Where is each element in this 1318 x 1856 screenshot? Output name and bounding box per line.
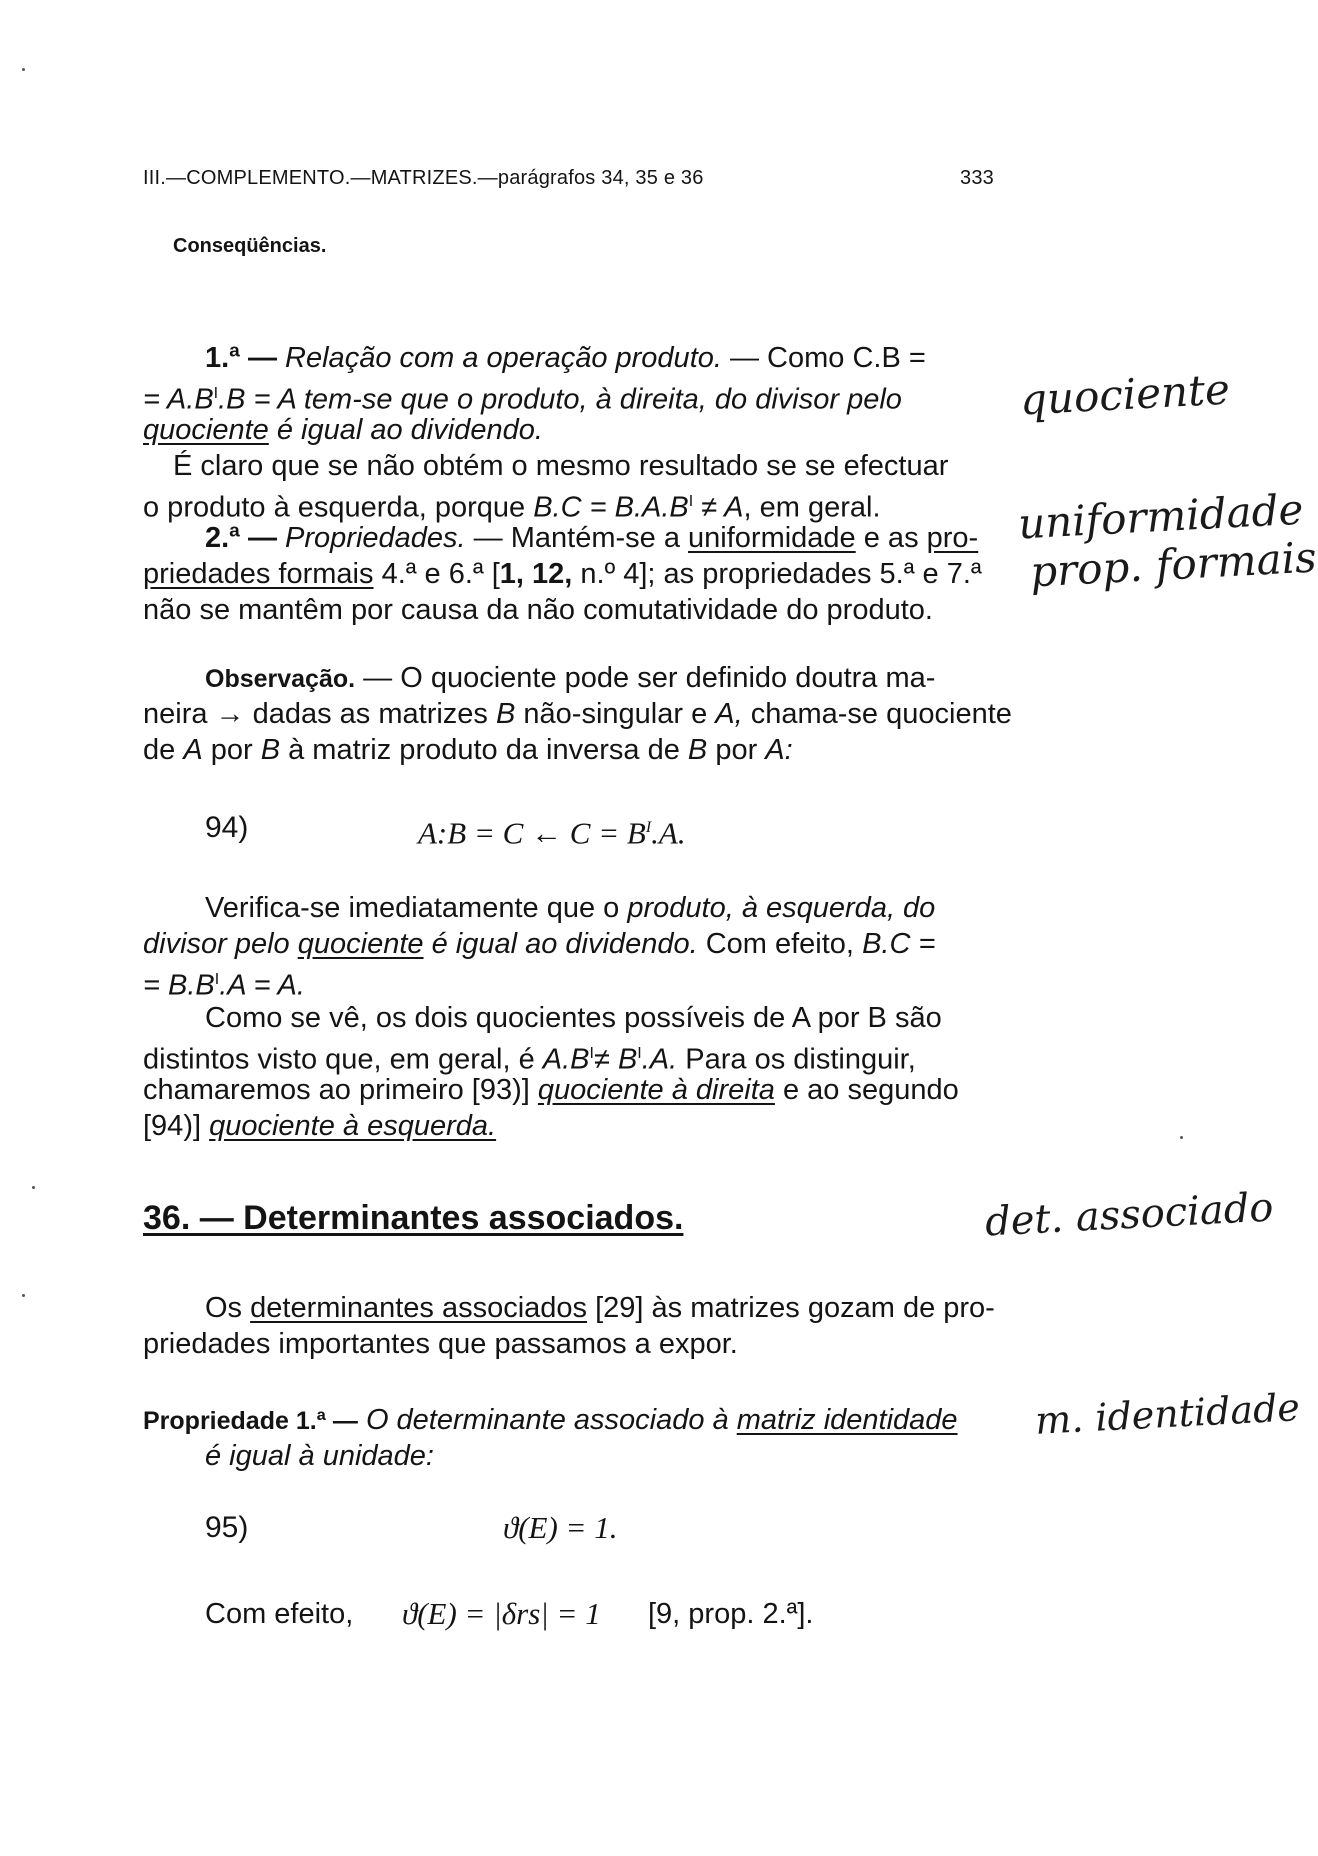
comose-ref: [94)] [143, 1110, 202, 1142]
verifica-emph-b: divisor pelo [143, 928, 290, 960]
var-a: A [183, 734, 203, 766]
formula-ba: .B = A tem-se que [218, 383, 449, 416]
comefeito-label: Com efeito, [205, 1598, 354, 1630]
scan-speck [1180, 1136, 1183, 1139]
transpose-sup: I [213, 385, 219, 402]
consequence-1-emph-end: é igual ao dividendo. [276, 414, 543, 446]
formula-ab: A.B [542, 1043, 590, 1076]
observacao-text: — O quociente pode ser definido doutra ma- [363, 662, 936, 694]
formula-neq-a: ≠ A [701, 491, 744, 524]
formula-bc: B.C = B.A.B [533, 491, 689, 524]
comose-line-1: Como se vê, os dois quocientes possíveis de A por B são [205, 1002, 942, 1034]
comose-text-d: e ao segundo [782, 1074, 959, 1106]
consequence-1-title: Relação com a operação produto. [285, 342, 722, 374]
transpose-sup: I [645, 819, 652, 836]
comose-line-4 [143, 1108, 496, 1144]
var-a: A: [765, 734, 793, 766]
margin-note-prop-formais: prop. formais [1028, 532, 1318, 597]
scan-speck [22, 1294, 25, 1297]
observacao-arrow: neira → [143, 698, 245, 730]
consequence-3-title: Propriedades. [285, 522, 466, 554]
transpose-sup: I [637, 1045, 642, 1062]
var-b: B [496, 698, 516, 730]
prop1-line-1 [143, 1402, 958, 1439]
consequence-3-line-2 [143, 556, 982, 592]
comose-text-c: chamaremos ao primeiro [93)] [143, 1074, 530, 1106]
quociente-underlined: quociente [297, 928, 424, 960]
consequence-3-line-3: não se mantêm por causa da não comutatividade do produto. [143, 594, 933, 626]
consequence-1-line-3 [143, 412, 543, 448]
margin-note-identidade: m. identidade [1034, 1385, 1301, 1443]
var-b: B [260, 734, 281, 766]
formula-ab: = A.B [143, 383, 214, 416]
transpose-sup: I [688, 493, 694, 510]
var-a: A, [715, 698, 743, 730]
equation-94-number: 94) [205, 811, 249, 844]
obs-por-2: por [715, 734, 758, 766]
verifica-text-b: Com efeito, [705, 928, 854, 960]
transpose-sup: I [214, 971, 220, 988]
transpose-sup: I [589, 1045, 594, 1062]
determinantes-associados-underlined: determinantes associados [250, 1292, 588, 1324]
comose-text: distintos visto que, em geral, é [143, 1043, 535, 1076]
pro-underlined: pro- [926, 522, 979, 554]
uniformidade-underlined: uniformidade [688, 522, 856, 554]
comefeito-expr: ϑ(E) = |δrs| = 1 [402, 1596, 601, 1631]
propriedades-formais-underlined: priedades formais [143, 558, 374, 590]
observacao-line-3 [143, 732, 793, 768]
quociente-direita-underlined: quociente à direita [537, 1074, 775, 1106]
consequence-3-text: — Mantém-se a [473, 522, 680, 554]
comose-line-3 [143, 1072, 959, 1108]
margin-note-det-associado: det. associado [983, 1184, 1275, 1246]
comose-text-b: Para os distinguir, [685, 1043, 916, 1076]
formula-neq: ≠ B [593, 1043, 638, 1076]
section-36-line-1 [205, 1290, 995, 1326]
verifica-line-3 [143, 962, 305, 1004]
section-36-line-2: priedades importantes que passamos a expor. [143, 1328, 738, 1360]
formula-bc: B.C = [862, 928, 936, 960]
comefeito-ref: [9, prop. 2.ª]. [648, 1598, 814, 1630]
consequence-3-ref-bold: 1, 12, [499, 558, 573, 590]
obs-por: por [210, 734, 253, 766]
consequencias-heading: Conseqüências. [173, 235, 327, 257]
consequence-2-end: , em geral. [743, 491, 881, 524]
section-36-title: 36. — Determinantes associados. [143, 1199, 684, 1237]
var-b: B [687, 734, 708, 766]
obs-de: de [143, 734, 176, 766]
consequence-3-number: 2.ª — [205, 522, 277, 554]
formula-a: .A = A. [219, 969, 305, 1002]
quociente-esquerda-underlined: quociente à esquerda. [209, 1110, 497, 1142]
equation-94-lhs: A:B = C ← C = B [418, 815, 646, 851]
consequence-3-text-b: e as [863, 522, 919, 554]
consequence-3-ref-a: 4.ª e 6.ª [ [381, 558, 500, 590]
scan-speck [22, 68, 25, 71]
matriz-identidade-underlined: matriz identidade [736, 1404, 958, 1436]
consequence-2-line-1: É claro que se não obtém o mesmo resultado se se efectuar [173, 450, 949, 482]
scan-speck [32, 1186, 35, 1189]
verifica-emph-c: é igual ao dividendo. [431, 928, 698, 960]
consequence-1-number: 1.ª — [205, 342, 277, 374]
consequence-2-text: o produto à esquerda, porque [143, 491, 526, 524]
equation-95-number: 95) [205, 1511, 249, 1544]
consequence-1-text: — Como C.B = [730, 342, 926, 374]
observacao-line-1 [205, 660, 935, 697]
observacao-line-2 [143, 696, 1012, 732]
verifica-line-2 [143, 926, 935, 962]
running-head: III.—COMPLEMENTO.—MATRIZES.—parágrafos 34, 35 e 36 [143, 167, 704, 189]
prop1-text-b: é igual à unidade: [205, 1440, 434, 1472]
verifica-emph: produto, à esquerda, do [627, 892, 936, 924]
observacao-text-b: dadas as matrizes [252, 698, 488, 730]
consequence-3-line-1 [205, 520, 978, 556]
consequence-1-line-1 [205, 340, 926, 376]
observacao-label: Observação. [205, 665, 356, 693]
verifica-text: Verifica-se imediatamente que o [205, 892, 620, 924]
equation-95: ϑ(E) = 1. [503, 1510, 618, 1545]
equation-94-rhs: .A. [651, 815, 686, 851]
section-36-text-b: [29] às matrizes gozam de pro- [595, 1292, 995, 1324]
prop1-label: Propriedade 1.ª — [143, 1407, 358, 1435]
prop1-line-2 [205, 1438, 434, 1474]
formula-a: .A. [641, 1043, 678, 1076]
obs-text: à matriz produto da inversa de [288, 734, 680, 766]
margin-note-quociente: quociente [1018, 364, 1231, 425]
observacao-text-c: não-singular e [523, 698, 708, 730]
quociente-underlined: quociente [143, 414, 269, 446]
verifica-line-1 [205, 890, 935, 926]
page-number: 333 [960, 167, 994, 189]
equation-94 [418, 810, 686, 851]
consequence-3-ref-b: n.º 4]; as propriedades 5.ª e 7.ª [580, 558, 982, 590]
consequence-1-emph: o produto, à direita, do divisor pelo [456, 383, 902, 416]
prop1-text: O determinante associado à [365, 1404, 729, 1436]
margin-note-uniformidade: uniformidade [1016, 484, 1305, 549]
section-36-text: Os [205, 1292, 243, 1324]
formula-bb: = B.B [143, 969, 215, 1002]
observacao-text-d: chama-se quociente [750, 698, 1012, 730]
